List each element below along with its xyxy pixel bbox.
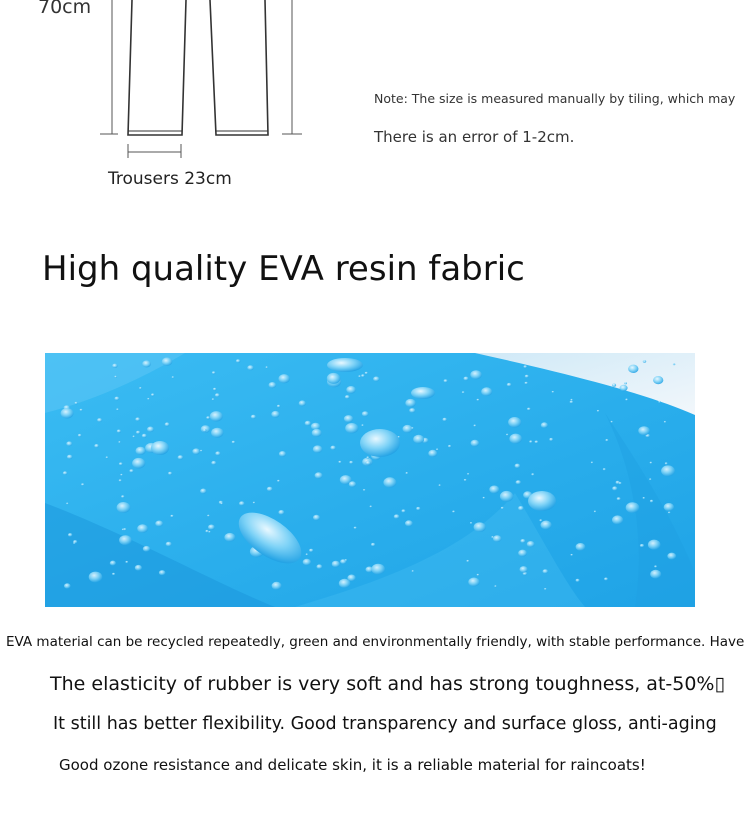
description-line-3: It still has better flexibility. Good transparency and surface gloss, anti-aging — [53, 714, 717, 734]
trousers-right-leg — [210, 0, 268, 135]
description-line-1: EVA material can be recycled repeatedly, green and environmentally friendly, with stable performance. Have — [6, 634, 745, 650]
fabric-photo — [45, 353, 695, 607]
size-note-line-2: There is an error of 1-2cm. — [374, 128, 575, 146]
section-title: High quality EVA resin fabric — [42, 249, 525, 289]
trousers-left-leg — [128, 0, 186, 135]
length-label: 70cm — [38, 0, 92, 18]
size-note-line-1: Note: The size is measured manually by tiling, which may — [374, 91, 736, 106]
trousers-size-diagram — [30, 0, 320, 165]
description-line-4: Good ozone resistance and delicate skin, it is a reliable material for raincoats! — [59, 756, 646, 774]
width-label: Trousers 23cm — [108, 169, 232, 189]
description-line-2: The elasticity of rubber is very soft and has strong toughness, at-50%▯ — [50, 673, 725, 695]
